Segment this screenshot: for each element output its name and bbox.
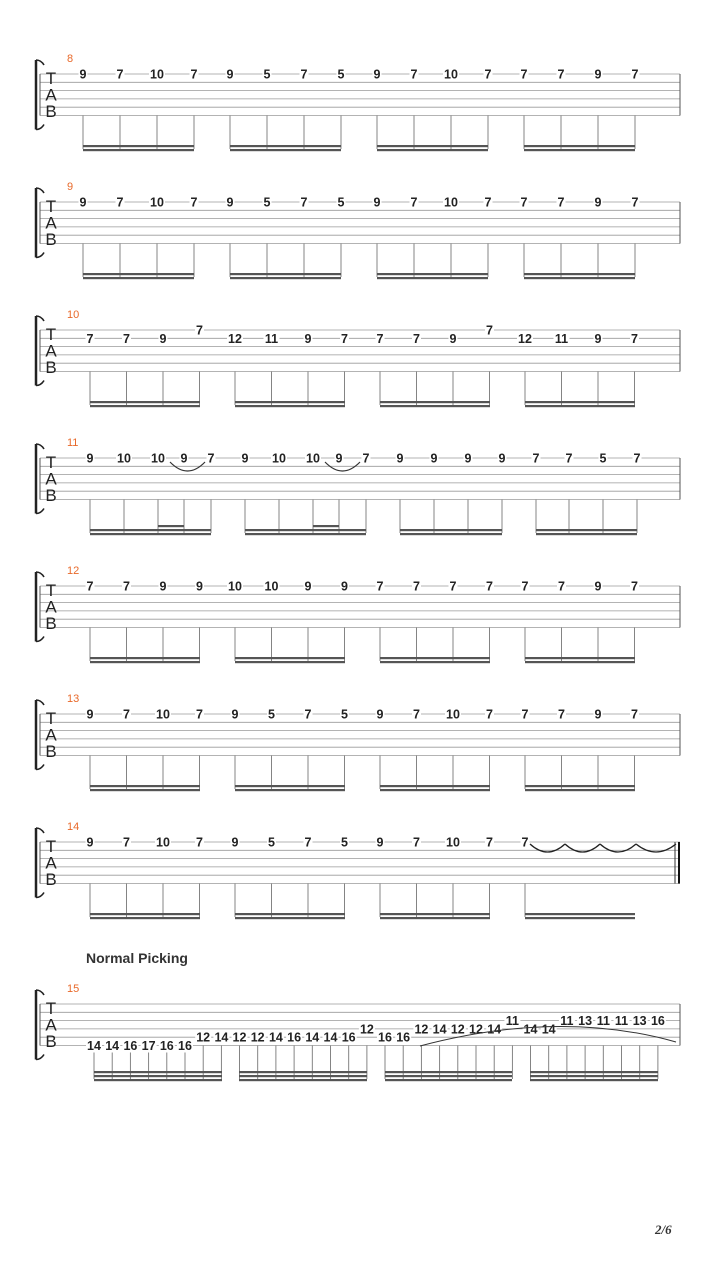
fret-number: 12 xyxy=(469,1022,483,1037)
fret-number: 7 xyxy=(558,707,565,722)
fret-number: 9 xyxy=(180,451,188,466)
fret-number: 7 xyxy=(486,323,493,338)
beam xyxy=(525,405,635,407)
fret-number: 9 xyxy=(241,451,249,466)
tab-clef-letter: T xyxy=(45,325,57,344)
fret-number: 7 xyxy=(413,579,420,594)
fret-number: 7 xyxy=(631,331,638,346)
beam xyxy=(377,145,488,147)
fret-number: 10 xyxy=(151,451,165,466)
fret-number: 9 xyxy=(304,579,312,594)
beam xyxy=(90,529,211,531)
fret-number: 9 xyxy=(304,331,312,346)
beam xyxy=(530,1075,658,1077)
fret-number: 7 xyxy=(413,331,420,346)
fret-number: 10 xyxy=(150,67,164,82)
fret-number: 10 xyxy=(446,707,460,722)
fret-number: 5 xyxy=(337,67,345,82)
tab-clef-letter: A xyxy=(45,597,57,617)
fret-number: 14 xyxy=(523,1022,538,1037)
beam xyxy=(380,785,490,787)
fret-number: 10 xyxy=(228,579,242,594)
fret-number: 7 xyxy=(557,67,565,82)
measure-number: 12 xyxy=(67,565,80,577)
beam xyxy=(524,149,635,151)
fret-number: 7 xyxy=(410,195,418,210)
tab-clef-letter: B xyxy=(45,230,57,249)
beam xyxy=(230,149,341,151)
fret-number: 10 xyxy=(446,835,460,850)
beam xyxy=(400,533,502,535)
beam xyxy=(524,277,635,279)
beam xyxy=(536,529,637,531)
fret-number: 16 xyxy=(159,1039,174,1053)
fret-number: 7 xyxy=(123,835,130,850)
beam xyxy=(90,789,200,791)
fret-number: 5 xyxy=(599,451,607,466)
fret-number: 9 xyxy=(498,451,506,466)
fret-number: 14 xyxy=(268,1030,283,1045)
beam xyxy=(90,913,200,915)
fret-number: 12 xyxy=(228,331,242,346)
beam xyxy=(94,1071,222,1073)
fret-number: 16 xyxy=(178,1039,192,1053)
fret-number: 7 xyxy=(413,835,420,850)
beam xyxy=(230,273,341,275)
fret-number: 7 xyxy=(196,323,203,338)
fret-number: 9 xyxy=(226,195,234,210)
fret-number: 11 xyxy=(560,1014,574,1029)
fret-number: 16 xyxy=(396,1030,411,1045)
fret-number: 7 xyxy=(123,707,130,722)
tab-clef-letter: B xyxy=(45,1032,57,1051)
tab-clef-letter: T xyxy=(45,581,57,600)
beam xyxy=(90,401,200,403)
beam xyxy=(525,401,635,403)
fret-number: 7 xyxy=(376,579,384,594)
fret-number: 10 xyxy=(117,451,131,466)
beam xyxy=(377,277,488,279)
fret-number: 13 xyxy=(632,1014,647,1029)
beam xyxy=(380,913,490,915)
fret-number: 16 xyxy=(378,1030,392,1045)
beam xyxy=(380,405,490,407)
tab-clef-letter: B xyxy=(45,870,57,889)
fret-number: 5 xyxy=(341,835,348,850)
fret-number: 12 xyxy=(196,1030,211,1045)
fret-number: 7 xyxy=(557,195,565,210)
measure-number: 10 xyxy=(67,309,80,321)
fret-number: 5 xyxy=(263,67,271,82)
tab-clef-letter: T xyxy=(45,453,57,472)
beam xyxy=(239,1071,367,1073)
fret-number: 7 xyxy=(300,195,308,210)
beam xyxy=(230,145,341,147)
fret-number: 9 xyxy=(231,835,239,850)
beam xyxy=(90,661,200,663)
beam xyxy=(525,661,635,663)
tab-clef-letter: T xyxy=(45,837,57,856)
beam xyxy=(245,529,366,531)
beam xyxy=(525,785,635,787)
tie-arc xyxy=(636,844,676,852)
tab-clef-letter: A xyxy=(45,469,57,489)
fret-number: 12 xyxy=(359,1022,374,1037)
beam xyxy=(83,149,194,151)
fret-number: 7 xyxy=(123,331,130,346)
beam xyxy=(377,149,488,151)
beam xyxy=(524,273,635,275)
fret-number: 7 xyxy=(413,707,420,722)
beam xyxy=(525,789,635,791)
fret-number: 9 xyxy=(159,579,167,594)
measure-number: 14 xyxy=(67,821,80,833)
fret-number: 7 xyxy=(86,331,94,346)
fret-number: 14 xyxy=(541,1022,556,1037)
beam xyxy=(380,401,490,403)
fret-number: 9 xyxy=(231,707,239,722)
fret-number: 14 xyxy=(487,1022,502,1037)
page-number: 2/6 xyxy=(655,1222,672,1237)
beam xyxy=(90,785,200,787)
beam xyxy=(235,401,345,403)
beam xyxy=(380,657,490,659)
beam xyxy=(90,405,200,407)
fret-number: 7 xyxy=(190,195,198,210)
fret-number: 7 xyxy=(86,579,94,594)
fret-number: 9 xyxy=(79,195,87,210)
measure-number: 11 xyxy=(67,437,79,449)
beam xyxy=(239,1079,367,1081)
fret-number: 10 xyxy=(264,579,279,594)
partial-beam xyxy=(158,525,184,527)
fret-number: 7 xyxy=(631,579,638,594)
fret-number: 7 xyxy=(486,835,493,850)
tab-clef-letter: T xyxy=(45,69,57,88)
fret-number: 10 xyxy=(444,195,458,210)
beam xyxy=(524,145,635,147)
fret-number: 9 xyxy=(373,67,381,82)
fret-number: 9 xyxy=(594,707,602,722)
fret-number: 16 xyxy=(341,1030,356,1045)
fret-number: 9 xyxy=(430,451,438,466)
fret-number: 5 xyxy=(341,707,348,722)
fret-number: 7 xyxy=(376,331,384,346)
tab-clef-letter: A xyxy=(45,213,57,233)
fret-number: 7 xyxy=(304,835,312,850)
fret-number: 10 xyxy=(156,835,170,850)
fret-number: 7 xyxy=(341,331,348,346)
fret-number: 7 xyxy=(196,835,203,850)
fret-number: 7 xyxy=(486,579,493,594)
beam xyxy=(90,533,211,535)
fret-number: 9 xyxy=(594,67,602,82)
beam xyxy=(385,1071,512,1073)
beam xyxy=(400,529,502,531)
fret-number: 11 xyxy=(596,1014,610,1029)
fret-number: 7 xyxy=(190,67,198,82)
fret-number: 14 xyxy=(87,1039,101,1053)
fret-number: 16 xyxy=(287,1030,302,1045)
fret-number: 7 xyxy=(565,451,573,466)
fret-number: 10 xyxy=(272,451,286,466)
fret-number: 7 xyxy=(300,67,308,82)
fret-number: 9 xyxy=(594,331,602,346)
tab-clef-letter: A xyxy=(45,725,57,745)
fret-number: 7 xyxy=(631,67,639,82)
beam xyxy=(380,917,490,919)
fret-number: 9 xyxy=(376,835,384,850)
beam xyxy=(94,1075,222,1077)
tab-clef-letter: A xyxy=(45,1015,57,1035)
beam xyxy=(525,917,635,919)
beam xyxy=(83,277,194,279)
beam xyxy=(235,657,345,659)
beam xyxy=(94,1079,222,1081)
fret-number: 9 xyxy=(79,67,87,82)
tab-clef-letter: T xyxy=(45,709,57,728)
beam xyxy=(530,1079,658,1081)
tab-clef-letter: B xyxy=(45,102,57,121)
tab-clef-letter: A xyxy=(45,85,57,105)
measure-number: 9 xyxy=(67,181,74,193)
beam xyxy=(385,1079,512,1081)
beam xyxy=(83,273,194,275)
measure-number: 15 xyxy=(67,983,80,995)
beam xyxy=(380,789,490,791)
beam xyxy=(377,273,488,275)
fret-number: 9 xyxy=(86,707,94,722)
fret-number: 11 xyxy=(614,1014,629,1029)
beam xyxy=(235,785,345,787)
fret-number: 10 xyxy=(150,195,164,210)
beam xyxy=(90,657,200,659)
fret-number: 17 xyxy=(141,1039,156,1053)
beam xyxy=(525,657,635,659)
beam xyxy=(245,533,366,535)
beam xyxy=(90,917,200,919)
fret-number: 11 xyxy=(554,331,569,346)
fret-number: 13 xyxy=(578,1014,593,1029)
fret-number: 7 xyxy=(116,195,124,210)
beam xyxy=(536,533,637,535)
fret-number: 7 xyxy=(532,451,540,466)
beam xyxy=(380,661,490,663)
fret-number: 10 xyxy=(156,707,170,722)
fret-number: 12 xyxy=(414,1022,429,1037)
tie-arc xyxy=(565,844,600,852)
tab-clef-letter: B xyxy=(45,614,57,633)
fret-number: 7 xyxy=(633,451,641,466)
fret-number: 9 xyxy=(376,707,384,722)
fret-number: 7 xyxy=(207,451,215,466)
tab-clef-letter: B xyxy=(45,486,57,505)
fret-number: 7 xyxy=(631,195,639,210)
fret-number: 12 xyxy=(518,331,532,346)
fret-number: 9 xyxy=(449,331,457,346)
fret-number: 7 xyxy=(521,707,529,722)
fret-number: 5 xyxy=(263,195,271,210)
fret-number: 9 xyxy=(335,451,343,466)
normal-picking-annotation: Normal Picking xyxy=(86,950,188,966)
tab-clef-letter: A xyxy=(45,853,57,873)
beam xyxy=(525,913,635,915)
fret-number: 16 xyxy=(650,1014,665,1029)
beam xyxy=(230,277,341,279)
fret-number: 14 xyxy=(432,1022,447,1037)
tab-clef-letter: B xyxy=(45,358,57,377)
fret-number: 9 xyxy=(341,579,348,594)
fret-number: 7 xyxy=(362,451,370,466)
fret-number: 7 xyxy=(520,67,528,82)
fret-number: 10 xyxy=(306,451,320,466)
fret-number: 7 xyxy=(520,195,528,210)
fret-number: 5 xyxy=(268,835,275,850)
fret-number: 9 xyxy=(86,451,94,466)
measure-number: 13 xyxy=(67,693,80,705)
fret-number: 9 xyxy=(373,195,381,210)
fret-number: 16 xyxy=(123,1039,138,1053)
fret-number: 7 xyxy=(521,579,529,594)
fret-number: 7 xyxy=(484,67,492,82)
tie-arc xyxy=(600,844,636,852)
fret-number: 7 xyxy=(631,707,638,722)
fret-number: 14 xyxy=(105,1039,120,1053)
beam xyxy=(530,1071,658,1073)
tie-arc xyxy=(530,844,565,852)
tab-clef-letter: B xyxy=(45,742,57,761)
beam xyxy=(385,1075,512,1077)
fret-number: 7 xyxy=(410,67,418,82)
fret-number: 11 xyxy=(505,1014,520,1029)
fret-number: 9 xyxy=(594,579,602,594)
fret-number: 9 xyxy=(464,451,472,466)
tab-clef-letter: A xyxy=(45,341,57,361)
fret-number: 9 xyxy=(594,195,602,210)
fret-number: 7 xyxy=(558,579,565,594)
fret-number: 9 xyxy=(396,451,404,466)
fret-number: 12 xyxy=(232,1030,247,1045)
fret-number: 12 xyxy=(250,1030,265,1045)
fret-number: 10 xyxy=(444,67,458,82)
fret-number: 7 xyxy=(484,195,492,210)
fret-number: 7 xyxy=(449,579,457,594)
fret-number: 7 xyxy=(123,579,130,594)
beam xyxy=(235,789,345,791)
fret-number: 11 xyxy=(264,331,279,346)
tab-clef-letter: T xyxy=(45,197,57,216)
fret-number: 9 xyxy=(86,835,94,850)
fret-number: 5 xyxy=(337,195,345,210)
fret-number: 5 xyxy=(268,707,275,722)
fret-number: 7 xyxy=(196,707,203,722)
measure-number: 8 xyxy=(67,53,74,65)
fret-number: 9 xyxy=(226,67,234,82)
fret-number: 7 xyxy=(116,67,124,82)
fret-number: 14 xyxy=(214,1030,229,1045)
fret-number: 14 xyxy=(305,1030,320,1045)
fret-number: 12 xyxy=(450,1022,465,1037)
partial-beam xyxy=(313,525,339,527)
fret-number: 7 xyxy=(486,707,493,722)
beam xyxy=(239,1075,367,1077)
beam xyxy=(235,661,345,663)
fret-number: 9 xyxy=(159,331,167,346)
fret-number: 9 xyxy=(196,579,203,594)
fret-number: 14 xyxy=(323,1030,338,1045)
fret-number: 7 xyxy=(521,835,529,850)
tab-clef-letter: T xyxy=(45,999,57,1018)
fret-number: 7 xyxy=(304,707,312,722)
beam xyxy=(235,405,345,407)
beam xyxy=(235,913,345,915)
beam xyxy=(83,145,194,147)
beam xyxy=(235,917,345,919)
